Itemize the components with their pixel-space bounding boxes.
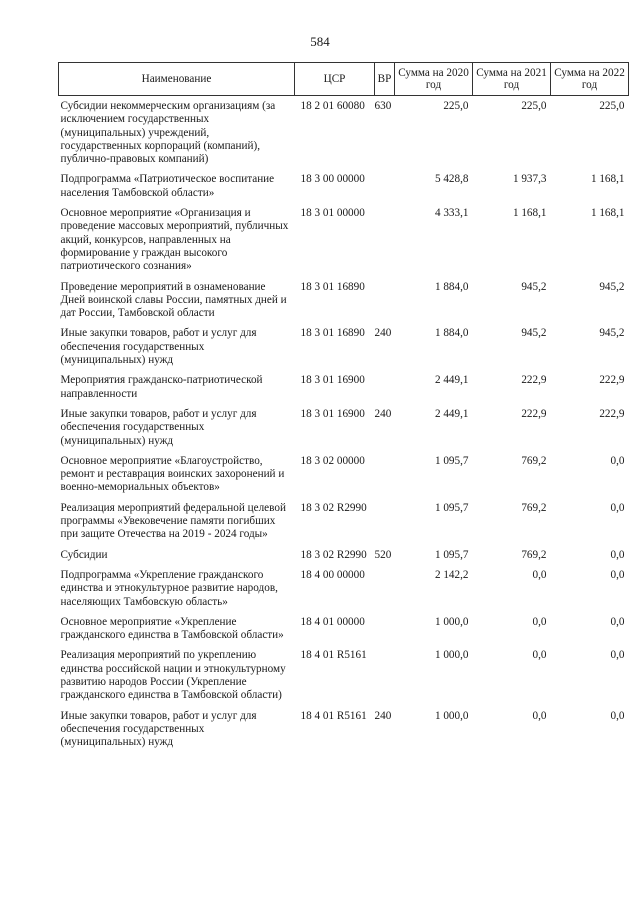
cell-name: Субсидии — [60, 548, 108, 561]
cell-sum-2021: 0,0 — [532, 568, 547, 581]
table-row — [59, 370, 629, 404]
cell-sum-2020: 2 449,1 — [434, 374, 469, 387]
cell-csr: 18 3 01 16890 — [300, 280, 365, 293]
cell-sum-2022: 0,0 — [610, 709, 625, 722]
cell-sum-2022: 0,0 — [610, 501, 625, 514]
cell-sum-2020: 1 000,0 — [434, 615, 469, 628]
table-row — [59, 645, 629, 705]
cell-sum-2022: 1 168,1 — [590, 173, 625, 186]
cell-sum-2021: 222,9 — [521, 407, 547, 420]
cell-sum-2021: 945,2 — [521, 327, 547, 340]
table-row — [59, 706, 629, 753]
cell-sum-2022: 945,2 — [599, 280, 625, 293]
cell-sum-2022: 222,9 — [599, 407, 625, 420]
budget-table — [58, 62, 629, 752]
cell-name: Основное мероприятие «Организация и проведение массовых мероприятий, публичных акций, конкурсов, направленных на формирование у граждан высокого патриотического сознания» — [60, 207, 289, 273]
cell-csr: 18 3 01 16890 — [300, 327, 365, 340]
cell-sum-2022: 945,2 — [599, 327, 625, 340]
cell-csr: 18 4 01 R5161 — [300, 649, 367, 662]
cell-csr: 18 3 02 R2990 — [300, 501, 367, 514]
cell-vr — [375, 203, 395, 276]
header-name: Наименование — [59, 63, 295, 96]
cell-sum-2021: 0,0 — [532, 709, 547, 722]
cell-sum-2021: 769,2 — [521, 454, 547, 467]
table-row — [59, 169, 629, 203]
table-body — [59, 96, 629, 753]
cell-name: Мероприятия гражданско-патриотической направленности — [60, 374, 263, 400]
cell-name: Иные закупки товаров, работ и услуг для обеспечения государственных (муниципальных) нужд — [60, 709, 257, 749]
cell-sum-2020: 1 095,7 — [434, 501, 469, 514]
cell-sum-2022: 222,9 — [599, 374, 625, 387]
cell-sum-2022: 0,0 — [610, 649, 625, 662]
header-vr: ВР — [375, 63, 395, 96]
table-row — [59, 612, 629, 646]
header-csr: ЦСР — [295, 63, 375, 96]
cell-sum-2022: 225,0 — [599, 100, 625, 112]
cell-sum-2022: 1 168,1 — [590, 207, 625, 220]
table-row — [59, 96, 629, 170]
cell-vr — [375, 451, 395, 498]
header-sum-2022: Сумма на 2022 год — [551, 63, 629, 96]
cell-name: Иные закупки товаров, работ и услуг для обеспечения государственных (муниципальных) нужд — [60, 407, 257, 447]
cell-vr — [375, 565, 395, 612]
cell-csr: 18 3 01 16900 — [300, 374, 365, 387]
cell-vr — [375, 169, 395, 203]
table-row — [59, 404, 629, 451]
cell-sum-2020: 4 333,1 — [434, 207, 469, 220]
cell-sum-2020: 2 449,1 — [434, 407, 469, 420]
cell-sum-2020: 2 142,2 — [434, 568, 469, 581]
cell-csr: 18 3 00 00000 — [300, 173, 365, 186]
cell-sum-2020: 1 884,0 — [434, 327, 469, 340]
cell-sum-2021: 225,0 — [521, 100, 547, 112]
cell-name: Основное мероприятие «Благоустройство, ремонт и реставрация воинских захоронений и военно-мемориальных объектов» — [60, 454, 285, 494]
cell-name: Подпрограмма «Патриотическое воспитание населения Тамбовской области» — [60, 173, 275, 199]
table-row — [59, 323, 629, 370]
table-row — [59, 565, 629, 612]
cell-sum-2021: 222,9 — [521, 374, 547, 387]
cell-name: Субсидии некоммерческим организациям (за исключением государственных (муниципальных) учреждений, государственных корпораций (компаний), публично-правовых компаний) — [60, 100, 276, 166]
cell-sum-2022: 0,0 — [610, 568, 625, 581]
cell-sum-2020: 1 000,0 — [434, 709, 469, 722]
cell-sum-2020: 1 095,7 — [434, 454, 469, 467]
cell-sum-2022: 0,0 — [610, 548, 625, 561]
cell-vr: 240 — [374, 327, 392, 340]
cell-vr: 630 — [374, 100, 392, 112]
table-header — [59, 63, 629, 96]
cell-name: Проведение мероприятий в ознаменование Дней воинской славы России, памятных дней и дат России, Тамбовской области — [60, 280, 287, 320]
table-row — [59, 277, 629, 324]
cell-sum-2020: 1 000,0 — [434, 649, 469, 662]
cell-csr: 18 3 01 16900 — [300, 407, 365, 420]
cell-sum-2021: 1 937,3 — [512, 173, 547, 186]
cell-sum-2021: 0,0 — [532, 615, 547, 628]
cell-csr: 18 2 01 60080 — [300, 100, 365, 112]
page-number: 584 — [310, 34, 330, 49]
header-sum-2021: Сумма на 2021 год — [473, 63, 551, 96]
cell-name: Реализация мероприятий по укреплению единства российской нации и этнокультурному развитию народов России (Укрепление гражданского единства в Тамбовской области) — [60, 649, 286, 702]
cell-vr — [375, 612, 395, 646]
cell-name: Иные закупки товаров, работ и услуг для обеспечения государственных (муниципальных) нужд — [60, 327, 257, 367]
cell-sum-2022: 0,0 — [610, 615, 625, 628]
cell-vr — [375, 498, 395, 545]
cell-vr: 240 — [374, 407, 392, 420]
cell-sum-2021: 1 168,1 — [512, 207, 547, 220]
cell-name: Подпрограмма «Укрепление гражданского единства и этнокультурное развитие народов, населяющих Тамбовскую область» — [60, 568, 278, 608]
cell-vr — [375, 370, 395, 404]
cell-name: Реализация мероприятий федеральной целевой программы «Увековечение памяти погибших при защите Отечества на 2019 - 2024 годы» — [60, 501, 286, 541]
cell-csr: 18 4 01 R5161 — [300, 709, 367, 722]
cell-sum-2020: 5 428,8 — [434, 173, 469, 186]
cell-csr: 18 4 00 00000 — [300, 568, 365, 581]
table-row — [59, 498, 629, 545]
table-row — [59, 203, 629, 276]
cell-name: Основное мероприятие «Укрепление гражданского единства в Тамбовской области» — [60, 615, 284, 642]
cell-vr: 240 — [374, 709, 392, 722]
cell-sum-2021: 769,2 — [521, 501, 547, 514]
cell-sum-2020: 1 095,7 — [434, 548, 469, 561]
cell-vr — [375, 277, 395, 324]
cell-vr — [375, 645, 395, 705]
cell-sum-2020: 225,0 — [443, 100, 469, 112]
cell-sum-2021: 0,0 — [532, 649, 547, 662]
cell-vr: 520 — [374, 548, 392, 561]
cell-sum-2020: 1 884,0 — [434, 280, 469, 293]
cell-sum-2022: 0,0 — [610, 454, 625, 467]
cell-sum-2021: 945,2 — [521, 280, 547, 293]
cell-csr: 18 3 02 00000 — [300, 454, 365, 467]
cell-csr: 18 3 01 00000 — [300, 207, 365, 220]
cell-sum-2021: 769,2 — [521, 548, 547, 561]
header-sum-2020: Сумма на 2020 год — [395, 63, 473, 96]
table-row — [59, 451, 629, 498]
table-row — [59, 545, 629, 565]
cell-csr: 18 4 01 00000 — [300, 615, 365, 628]
cell-csr: 18 3 02 R2990 — [300, 548, 367, 561]
